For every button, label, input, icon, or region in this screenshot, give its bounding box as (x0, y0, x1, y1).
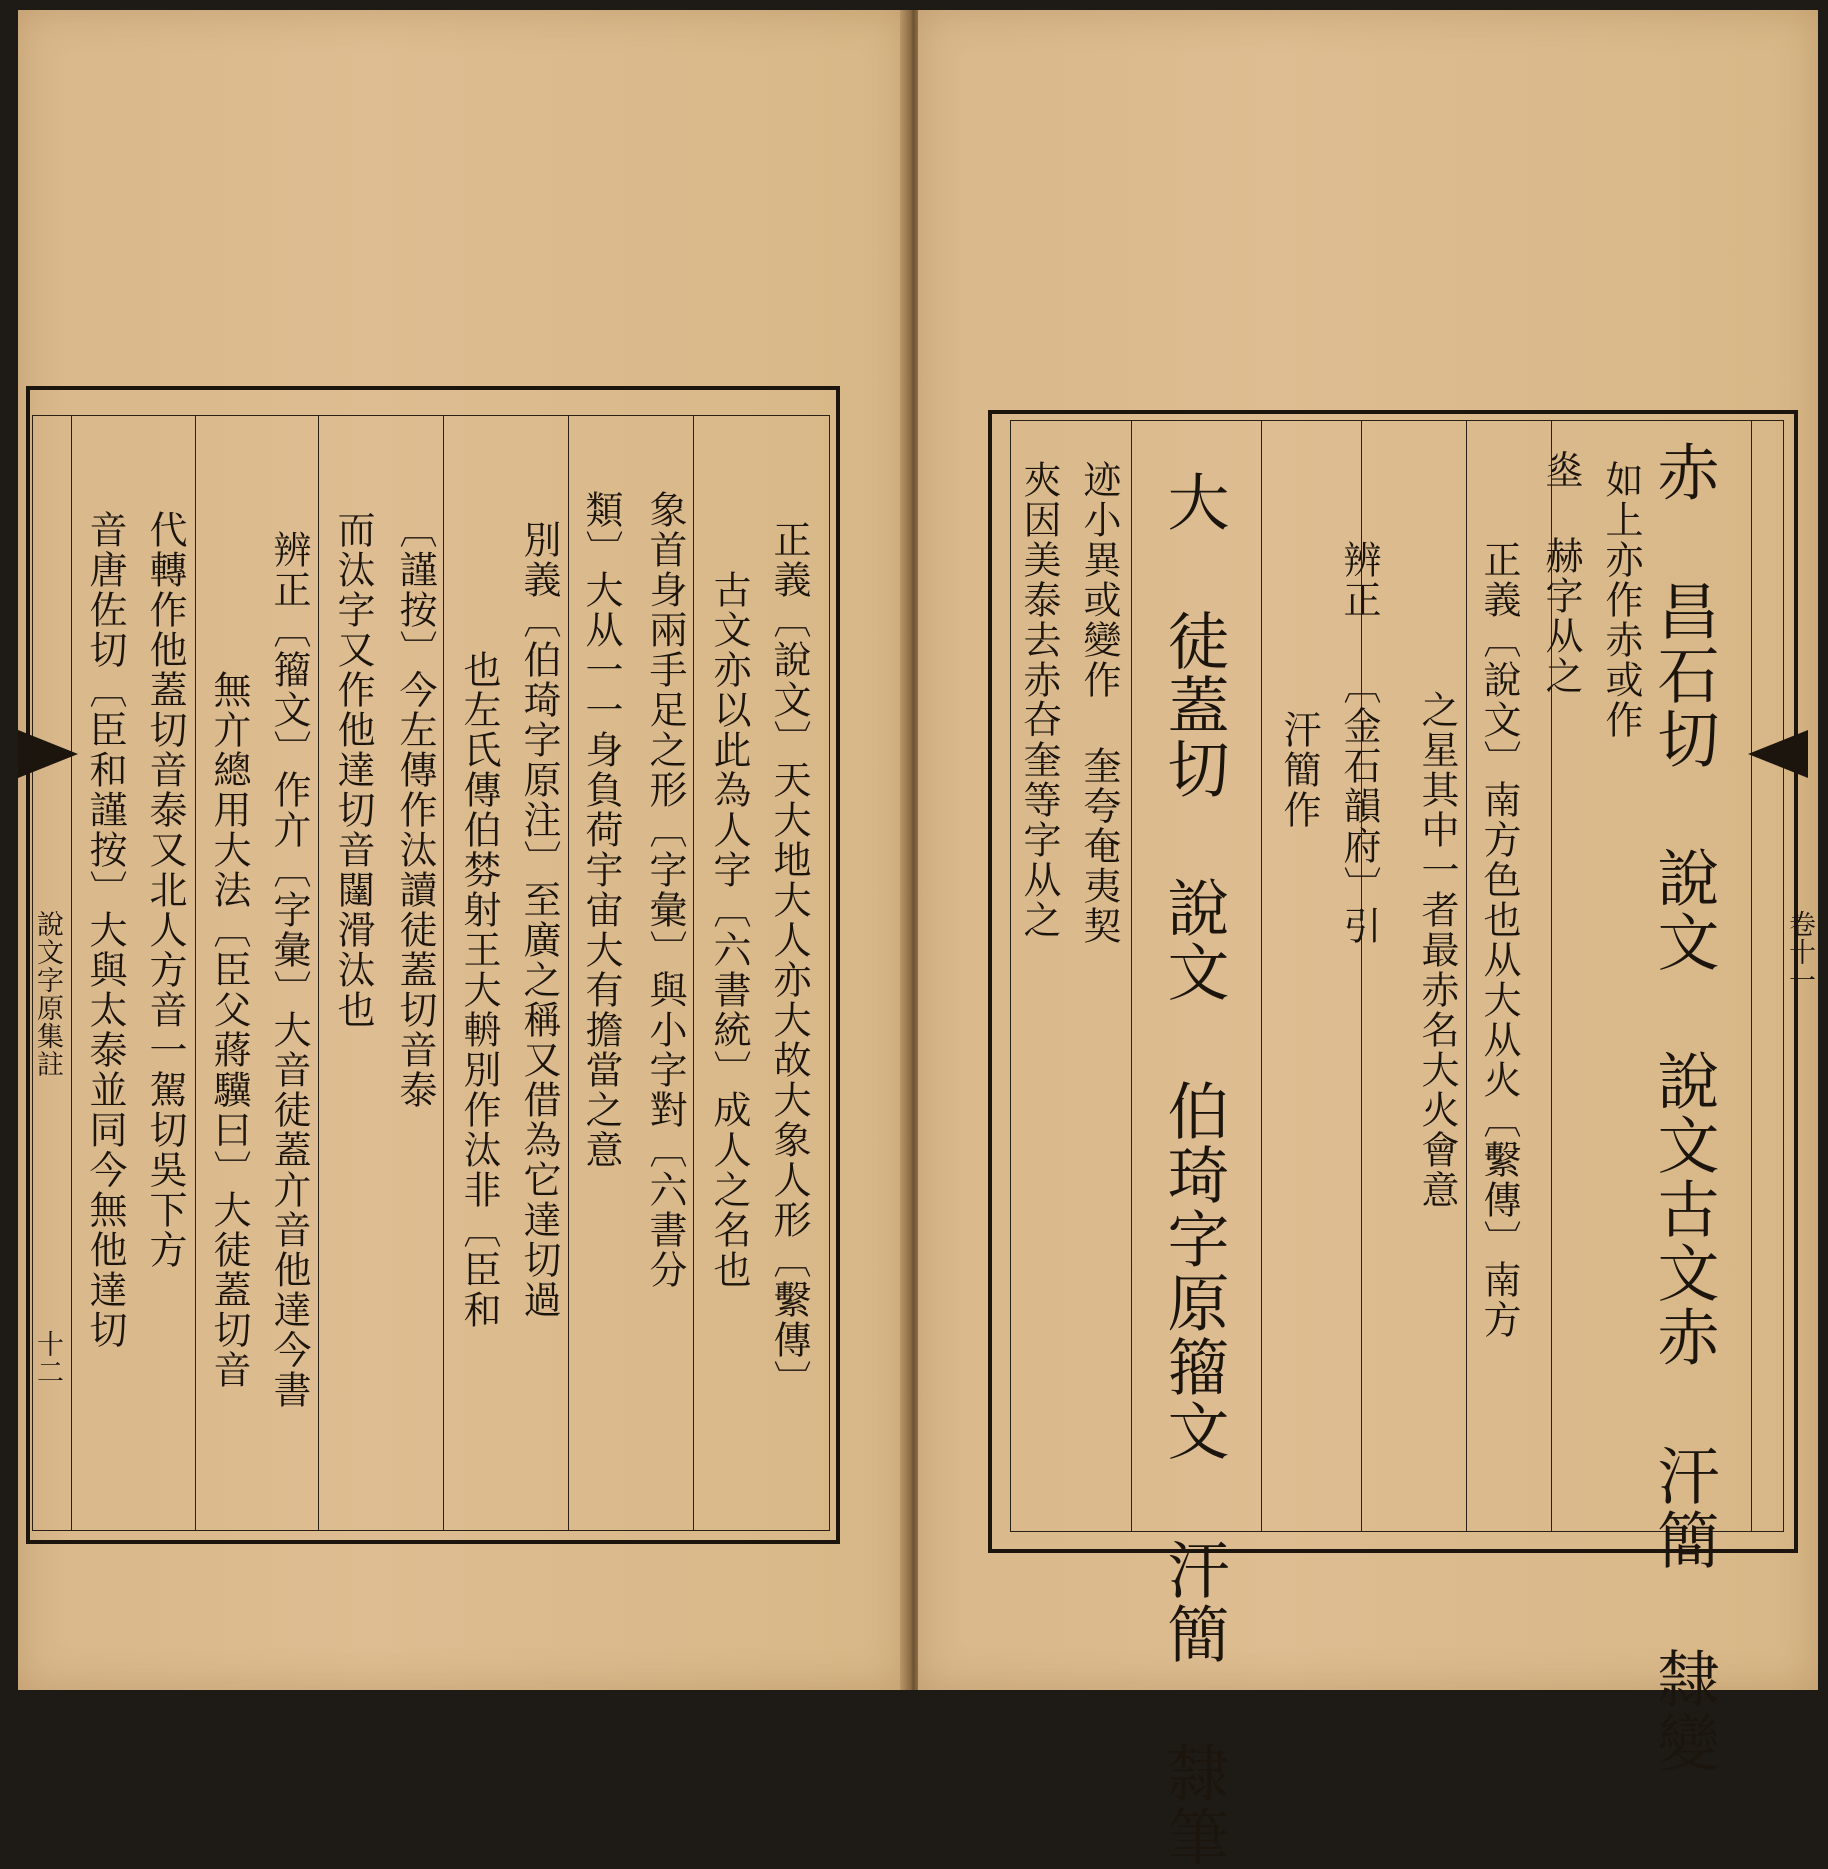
text-column-r10: 夾因美泰去赤夻奎等字从之 (1017, 460, 1061, 940)
text-column-r3: 烾 赫字从之 (1539, 450, 1583, 696)
text-column-r9: 迹小異或變作 奎夸奄夷契 (1077, 460, 1121, 946)
text-column-12: 音唐佐切〔臣和謹按〕大與太泰並同今無他達切 (83, 510, 127, 1350)
text-column-3: 象首身兩手足之形〔字彙〕與小字對〔六書分 (643, 490, 687, 1290)
fish-tail-mark-right (1748, 730, 1808, 778)
text-column-r6: 辨正 〔金石韻府〕引 (1337, 540, 1381, 946)
margin-title: 說文字原集註 (32, 910, 63, 1078)
text-column-7: 〔謹按〕今左傳作汰讀徒蓋切音泰 (393, 510, 437, 1110)
text-column-r2: 如上亦作赤或作 (1599, 460, 1643, 740)
text-column-2: 古文亦以此為人字〔六書統〕成人之名也 (707, 570, 751, 1290)
entry-column-da: 大 徒蓋切 說文 伯琦字原籀文 汗簡 隸筆 (1157, 470, 1230, 1869)
text-column-1: 正義〔說文〕天大地大人亦大故大象人形〔繫傳〕 (767, 520, 811, 1400)
text-column-r5: 之星其中一者最赤名大火會意 (1415, 690, 1459, 1210)
entry-column-chi: 赤 昌石切 說文 說文古文赤 汗簡 隸變 (1647, 440, 1720, 1775)
left-page (18, 10, 906, 1690)
text-column-r4: 正義〔說文〕南方色也从大从火〔繫傳〕南方 (1477, 540, 1521, 1340)
text-column-11: 代轉作他蓋切音泰又北人方音一駕切吳下方 (143, 510, 187, 1270)
text-column-4: 類〕大从一一身負荷宇宙大有擔當之意 (579, 490, 623, 1170)
text-column-6: 也左氏傳伯棼射王大輈別作汰非〔臣和 (457, 650, 501, 1330)
text-column-5: 別義〔伯琦字原注〕至廣之稱又借為它達切過 (517, 520, 561, 1320)
fish-tail-mark (18, 730, 78, 778)
text-column-r7: 汗簡作 (1277, 710, 1321, 830)
right-page (918, 10, 1818, 1869)
page-number: 十二 (32, 1330, 63, 1386)
volume-label: 卷十一 (1784, 910, 1815, 994)
text-column-10: 無亣總用大法〔臣父蔣驥曰〕大徒蓋切音 (207, 670, 251, 1390)
text-column-8: 而汰字又作他達切音闥滑汰也 (331, 510, 375, 1030)
text-column-9: 辨正〔籀文〕作亣〔字彙〕大音徒蓋亣音他達今書 (267, 530, 311, 1410)
